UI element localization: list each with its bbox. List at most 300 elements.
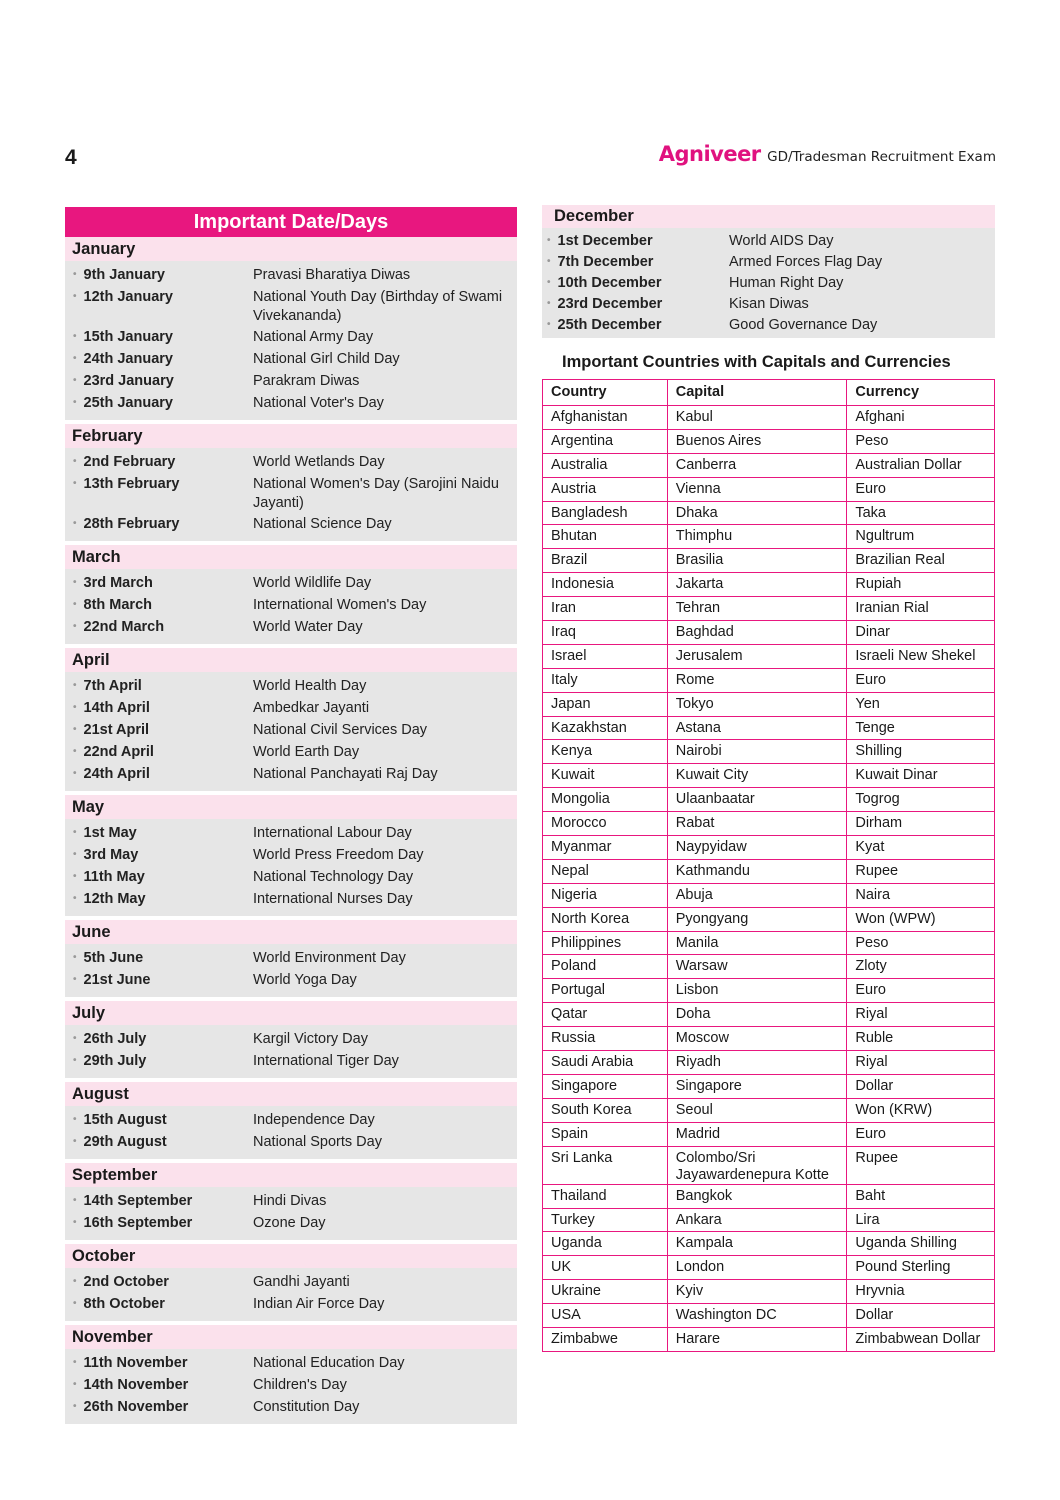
month-september	[65, 1163, 517, 1240]
running-header	[659, 142, 996, 166]
month-heading: July	[65, 1001, 517, 1025]
cell-country: Poland	[543, 955, 668, 979]
page-number: 4	[65, 146, 77, 169]
event-row	[65, 1213, 517, 1235]
table-row	[543, 453, 995, 477]
cell-capital: Kyiv	[667, 1280, 847, 1304]
event-name: Human Right Day	[729, 274, 844, 291]
cell-capital: Harare	[667, 1327, 847, 1351]
event-name: National Panchayati Raj Day	[253, 766, 438, 782]
countries-table	[542, 379, 995, 1352]
event-name: Kargil Victory Day	[253, 1031, 368, 1047]
cell-capital: Kampala	[667, 1232, 847, 1256]
table-title: Important Countries with Capitals and Currencies	[562, 353, 951, 371]
event-name: Ozone Day	[253, 1215, 326, 1231]
cell-country: Mongolia	[543, 788, 668, 812]
event-row	[65, 742, 517, 764]
cell-capital: Dhaka	[667, 501, 847, 525]
table-row	[543, 764, 995, 788]
cell-currency: Uganda Shilling	[847, 1232, 995, 1256]
cell-capital: Kabul	[667, 406, 847, 430]
event-name: International Labour Day	[253, 825, 412, 841]
table-row	[543, 1003, 995, 1027]
event-date: • 22nd March	[65, 618, 253, 638]
month-december	[542, 205, 995, 338]
cell-country: Saudi Arabia	[543, 1051, 668, 1075]
month-november	[65, 1325, 517, 1424]
table-row	[543, 668, 995, 692]
event-row	[65, 1397, 517, 1419]
cell-currency: Shilling	[847, 740, 995, 764]
table-row	[543, 477, 995, 501]
cell-currency: Rupee	[847, 1146, 995, 1184]
cell-country: Kazakhstan	[543, 716, 668, 740]
event-row	[65, 327, 517, 349]
cell-currency: Euro	[847, 1122, 995, 1146]
table-row	[543, 955, 995, 979]
event-date: • 26th November	[65, 1398, 253, 1418]
cell-country: Australia	[543, 453, 668, 477]
event-row	[65, 1191, 517, 1213]
event-date: • 10th December	[542, 274, 729, 294]
cell-capital: Pyongyang	[667, 907, 847, 931]
column-header-currency: Currency	[847, 380, 995, 406]
month-events	[65, 448, 517, 541]
cell-country: North Korea	[543, 907, 668, 931]
table-row	[543, 1304, 995, 1328]
cell-country: Zimbabwe	[543, 1327, 668, 1351]
month-heading: January	[65, 237, 517, 261]
cell-country: Kuwait	[543, 764, 668, 788]
event-row	[65, 845, 517, 867]
event-date: • 24th April	[65, 765, 253, 785]
cell-currency: Ngultrum	[847, 525, 995, 549]
table-header-row	[543, 380, 995, 406]
table-row	[543, 1027, 995, 1051]
cell-currency: Yen	[847, 692, 995, 716]
table-body	[543, 406, 995, 1352]
cell-currency: Kyat	[847, 836, 995, 860]
cell-currency: Euro	[847, 668, 995, 692]
event-name: Ambedkar Jayanti	[253, 700, 370, 716]
month-may	[65, 795, 517, 916]
cell-country: Portugal	[543, 979, 668, 1003]
event-name: National Technology Day	[253, 869, 414, 885]
table-row	[543, 406, 995, 430]
event-date: • 12th May	[65, 890, 253, 910]
event-date: • 5th June	[65, 949, 253, 969]
event-date: • 8th March	[65, 596, 253, 616]
event-name: Independence Day	[253, 1112, 375, 1128]
cell-capital: Baghdad	[667, 621, 847, 645]
cell-capital: Manila	[667, 931, 847, 955]
cell-country: Ukraine	[543, 1280, 668, 1304]
event-row	[65, 764, 517, 786]
month-events	[65, 1106, 517, 1159]
cell-capital: London	[667, 1256, 847, 1280]
month-heading: May	[65, 795, 517, 819]
cell-capital: Rabat	[667, 812, 847, 836]
event-name: International Tiger Day	[253, 1053, 399, 1069]
table-row	[543, 812, 995, 836]
cell-capital: Abuja	[667, 883, 847, 907]
cell-capital: Vienna	[667, 477, 847, 501]
month-july	[65, 1001, 517, 1078]
table-row	[543, 740, 995, 764]
cell-capital: Doha	[667, 1003, 847, 1027]
event-row	[542, 273, 995, 294]
cell-currency: Brazilian Real	[847, 549, 995, 573]
table-row	[543, 1074, 995, 1098]
table-row	[543, 573, 995, 597]
month-august	[65, 1082, 517, 1159]
event-row	[65, 720, 517, 742]
event-row	[65, 452, 517, 474]
cell-country: Nepal	[543, 859, 668, 883]
cell-currency: Won (WPW)	[847, 907, 995, 931]
event-row	[542, 252, 995, 273]
event-date: • 14th April	[65, 699, 253, 719]
month-events	[65, 1349, 517, 1424]
cell-currency: Australian Dollar	[847, 453, 995, 477]
cell-currency: Euro	[847, 477, 995, 501]
cell-currency: Riyal	[847, 1051, 995, 1075]
table-row	[543, 931, 995, 955]
cell-country: Philippines	[543, 931, 668, 955]
event-name: World AIDS Day	[729, 232, 834, 249]
event-row	[65, 970, 517, 992]
event-date: • 15th August	[65, 1111, 253, 1131]
cell-currency: Dollar	[847, 1074, 995, 1098]
cell-currency: Rupiah	[847, 573, 995, 597]
month-events	[65, 944, 517, 997]
event-date: • 7th December	[542, 253, 729, 273]
event-row	[65, 1132, 517, 1154]
event-date: • 1st May	[65, 824, 253, 844]
cell-country: Austria	[543, 477, 668, 501]
event-date: • 14th September	[65, 1192, 253, 1212]
event-date: • 9th January	[65, 266, 253, 286]
event-row	[65, 595, 517, 617]
event-date: • 24th January	[65, 350, 253, 370]
event-date: • 11th November	[65, 1354, 253, 1374]
cell-currency: Ruble	[847, 1027, 995, 1051]
month-february	[65, 424, 517, 541]
cell-country: Indonesia	[543, 573, 668, 597]
event-row	[65, 349, 517, 371]
cell-country: Uganda	[543, 1232, 668, 1256]
cell-capital: Jakarta	[667, 573, 847, 597]
event-row	[65, 474, 517, 514]
event-date: • 21st April	[65, 721, 253, 741]
cell-country: Bangladesh	[543, 501, 668, 525]
month-events	[65, 261, 517, 420]
cell-country: Kenya	[543, 740, 668, 764]
event-date: • 23rd January	[65, 372, 253, 392]
cell-country: Israel	[543, 644, 668, 668]
month-october	[65, 1244, 517, 1321]
event-date: • 2nd October	[65, 1273, 253, 1293]
table-row	[543, 859, 995, 883]
cell-country: Russia	[543, 1027, 668, 1051]
event-name: National Voter's Day	[253, 395, 384, 411]
cell-capital: Moscow	[667, 1027, 847, 1051]
event-row	[65, 393, 517, 415]
table-row	[543, 1280, 995, 1304]
event-name: National Science Day	[253, 516, 392, 532]
month-heading: February	[65, 424, 517, 448]
event-name: Indian Air Force Day	[253, 1296, 385, 1312]
event-name: National Civil Services Day	[253, 722, 428, 738]
event-name: Kisan Diwas	[729, 295, 809, 312]
event-name: National Youth Day (Birthday of Swami Vivekananda)	[253, 289, 503, 324]
event-name: Pravasi Bharatiya Diwas	[253, 267, 411, 283]
event-row	[65, 1051, 517, 1073]
event-row	[65, 573, 517, 595]
cell-currency: Dinar	[847, 621, 995, 645]
cell-currency: Israeli New Shekel	[847, 644, 995, 668]
event-name: Hindi Divas	[253, 1193, 327, 1209]
months-list	[65, 237, 517, 1424]
table-row	[543, 644, 995, 668]
cell-capital: Tehran	[667, 597, 847, 621]
cell-capital: Madrid	[667, 1122, 847, 1146]
event-row	[65, 1110, 517, 1132]
event-name: World Wetlands Day	[253, 454, 385, 470]
right-column	[542, 205, 995, 1352]
event-row	[65, 287, 517, 327]
event-name: National Education Day	[253, 1355, 405, 1371]
cell-capital: Colombo/Sri Jayawardenepura Kotte	[667, 1146, 847, 1184]
month-march	[65, 545, 517, 644]
table-row	[543, 621, 995, 645]
table-row	[543, 597, 995, 621]
event-date: • 16th September	[65, 1214, 253, 1234]
event-name: World Environment Day	[253, 950, 406, 966]
event-row	[65, 1375, 517, 1397]
event-row	[65, 948, 517, 970]
cell-capital: Ulaanbaatar	[667, 788, 847, 812]
event-date: • 13th February	[65, 475, 253, 513]
event-name: World Earth Day	[253, 744, 360, 760]
event-date: • 29th July	[65, 1052, 253, 1072]
event-date: • 22nd April	[65, 743, 253, 763]
month-events	[65, 672, 517, 791]
cell-country: Sri Lanka	[543, 1146, 668, 1184]
cell-country: Brazil	[543, 549, 668, 573]
event-date: • 3rd May	[65, 846, 253, 866]
cell-country: Turkey	[543, 1208, 668, 1232]
event-name: National Women's Day (Sarojini Naidu Jayanti)	[253, 476, 499, 511]
event-date: • 14th November	[65, 1376, 253, 1396]
table-row	[543, 501, 995, 525]
month-events	[542, 228, 995, 338]
table-row	[543, 907, 995, 931]
cell-capital: Naypyidaw	[667, 836, 847, 860]
event-date: • 26th July	[65, 1030, 253, 1050]
cell-country: Bhutan	[543, 525, 668, 549]
header-subtitle: GD/Tradesman Recruitment Exam	[767, 149, 996, 165]
cell-country: Qatar	[543, 1003, 668, 1027]
cell-capital: Riyadh	[667, 1051, 847, 1075]
cell-currency: Zimbabwean Dollar	[847, 1327, 995, 1351]
month-heading: November	[65, 1325, 517, 1349]
cell-country: Myanmar	[543, 836, 668, 860]
cell-country: Italy	[543, 668, 668, 692]
event-date: • 23rd December	[542, 295, 729, 315]
month-heading: December	[542, 205, 995, 228]
event-name: International Nurses Day	[253, 891, 413, 907]
cell-country: Thailand	[543, 1184, 668, 1208]
cell-capital: Thimphu	[667, 525, 847, 549]
month-heading: August	[65, 1082, 517, 1106]
month-events	[65, 1025, 517, 1078]
cell-currency: Tenge	[847, 716, 995, 740]
event-row	[65, 1294, 517, 1316]
cell-capital: Ankara	[667, 1208, 847, 1232]
cell-capital: Jerusalem	[667, 644, 847, 668]
event-name: National Army Day	[253, 329, 374, 345]
cell-currency: Pound Sterling	[847, 1256, 995, 1280]
event-date: • 28th February	[65, 515, 253, 535]
event-name: World Wildlife Day	[253, 575, 372, 591]
cell-currency: Dirham	[847, 812, 995, 836]
event-row	[65, 371, 517, 393]
table-row	[543, 1208, 995, 1232]
event-row	[65, 514, 517, 536]
table-row	[543, 692, 995, 716]
event-date: • 11th May	[65, 868, 253, 888]
cell-currency: Lira	[847, 1208, 995, 1232]
table-row	[543, 788, 995, 812]
event-date: • 12th January	[65, 288, 253, 326]
cell-capital: Seoul	[667, 1098, 847, 1122]
cell-currency: Won (KRW)	[847, 1098, 995, 1122]
cell-country: South Korea	[543, 1098, 668, 1122]
table-row	[543, 1098, 995, 1122]
table-row	[543, 1184, 995, 1208]
event-name: Armed Forces Flag Day	[729, 253, 883, 270]
cell-currency: Iranian Rial	[847, 597, 995, 621]
event-name: World Water Day	[253, 619, 363, 635]
event-date: • 15th January	[65, 328, 253, 348]
event-date: • 25th December	[542, 316, 729, 336]
event-name: World Yoga Day	[253, 972, 357, 988]
table-row	[543, 549, 995, 573]
cell-capital: Brasilia	[667, 549, 847, 573]
cell-currency: Euro	[847, 979, 995, 1003]
cell-currency: Peso	[847, 931, 995, 955]
cell-currency: Togrog	[847, 788, 995, 812]
section-title: Important Date/Days	[65, 207, 517, 237]
month-june	[65, 920, 517, 997]
cell-currency: Dollar	[847, 1304, 995, 1328]
cell-capital: Tokyo	[667, 692, 847, 716]
event-row	[65, 676, 517, 698]
cell-country: Iraq	[543, 621, 668, 645]
table-row	[543, 979, 995, 1003]
event-name: Good Governance Day	[729, 316, 878, 333]
event-row	[65, 265, 517, 287]
event-row	[65, 1029, 517, 1051]
important-days-section	[65, 207, 517, 1424]
event-date: • 3rd March	[65, 574, 253, 594]
event-row	[65, 698, 517, 720]
month-events	[65, 569, 517, 644]
cell-country: USA	[543, 1304, 668, 1328]
month-heading: March	[65, 545, 517, 569]
table-row	[543, 525, 995, 549]
event-name: Gandhi Jayanti	[253, 1274, 350, 1290]
cell-currency: Kuwait Dinar	[847, 764, 995, 788]
event-date: • 21st June	[65, 971, 253, 991]
event-row	[65, 823, 517, 845]
brand-logo: Agniveer	[658, 142, 761, 166]
cell-capital: Canberra	[667, 453, 847, 477]
table-row	[543, 1327, 995, 1351]
table-row	[543, 1232, 995, 1256]
event-row	[542, 315, 995, 336]
event-name: International Women's Day	[253, 597, 427, 613]
month-events	[65, 1268, 517, 1321]
cell-country: Iran	[543, 597, 668, 621]
event-row	[542, 231, 995, 252]
column-header-country: Country	[543, 380, 668, 406]
event-date: • 1st December	[542, 232, 729, 252]
month-heading: September	[65, 1163, 517, 1187]
cell-currency: Afghani	[847, 406, 995, 430]
table-row	[543, 429, 995, 453]
event-row	[65, 867, 517, 889]
month-events	[65, 1187, 517, 1240]
column-header-capital: Capital	[667, 380, 847, 406]
table-row	[543, 836, 995, 860]
table-row	[543, 1256, 995, 1280]
month-heading: October	[65, 1244, 517, 1268]
event-date: • 29th August	[65, 1133, 253, 1153]
cell-currency: Naira	[847, 883, 995, 907]
cell-country: Afghanistan	[543, 406, 668, 430]
cell-currency: Rupee	[847, 859, 995, 883]
month-heading: June	[65, 920, 517, 944]
event-date: • 8th October	[65, 1295, 253, 1315]
event-row	[542, 294, 995, 315]
cell-currency: Hryvnia	[847, 1280, 995, 1304]
month-heading: April	[65, 648, 517, 672]
cell-capital: Lisbon	[667, 979, 847, 1003]
event-name: National Girl Child Day	[253, 351, 400, 367]
cell-currency: Taka	[847, 501, 995, 525]
cell-country: Spain	[543, 1122, 668, 1146]
event-name: Constitution Day	[253, 1399, 360, 1415]
cell-currency: Baht	[847, 1184, 995, 1208]
month-april	[65, 648, 517, 791]
table-row	[543, 716, 995, 740]
event-row	[65, 889, 517, 911]
event-name: Parakram Diwas	[253, 373, 360, 389]
table-row	[543, 1051, 995, 1075]
cell-capital: Rome	[667, 668, 847, 692]
table-row	[543, 1122, 995, 1146]
cell-capital: Kuwait City	[667, 764, 847, 788]
event-date: • 2nd February	[65, 453, 253, 473]
cell-currency: Zloty	[847, 955, 995, 979]
cell-capital: Buenos Aires	[667, 429, 847, 453]
table-row	[543, 1146, 995, 1184]
event-name: World Health Day	[253, 678, 367, 694]
event-name: National Sports Day	[253, 1134, 382, 1150]
cell-capital: Nairobi	[667, 740, 847, 764]
